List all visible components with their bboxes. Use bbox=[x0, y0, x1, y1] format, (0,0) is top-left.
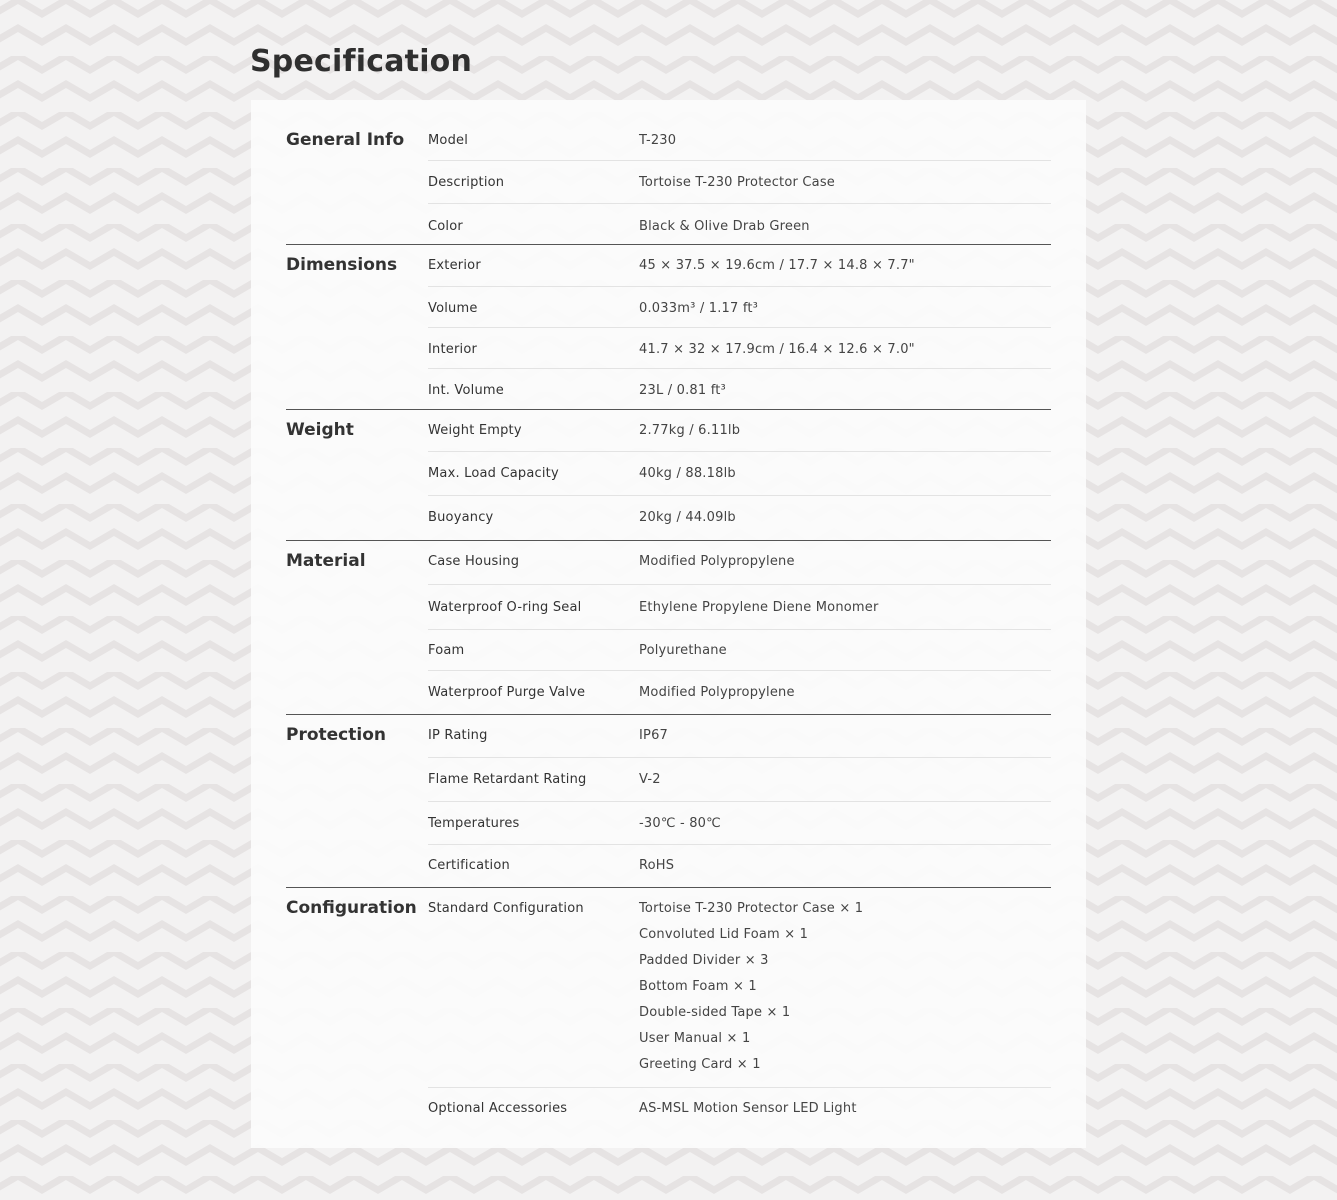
spec-value: AS-MSL Motion Sensor LED Light bbox=[639, 1101, 857, 1116]
spec-row bbox=[428, 204, 1051, 244]
spec-label: Waterproof Purge Valve bbox=[428, 685, 586, 700]
spec-row bbox=[428, 161, 1051, 204]
spec-row bbox=[428, 585, 1051, 630]
spec-label: Max. Load Capacity bbox=[428, 466, 559, 481]
spec-section-material bbox=[286, 541, 1051, 715]
spec-label: Standard Configuration bbox=[428, 901, 584, 916]
spec-label: Interior bbox=[428, 342, 478, 357]
spec-value-line: Greeting Card × 1 bbox=[639, 1057, 761, 1072]
spec-value: Polyurethane bbox=[639, 643, 727, 658]
section-rows bbox=[428, 245, 1051, 409]
spec-label: Color bbox=[428, 219, 463, 234]
spec-row bbox=[428, 328, 1051, 369]
section-title: Weight bbox=[286, 420, 354, 440]
spec-row bbox=[428, 369, 1051, 409]
spec-value-line: Bottom Foam × 1 bbox=[639, 979, 757, 994]
spec-label: Temperatures bbox=[428, 816, 520, 831]
specification-card bbox=[251, 100, 1086, 1148]
section-title: General Info bbox=[286, 130, 405, 150]
spec-section-dimensions bbox=[286, 245, 1051, 410]
spec-label: Int. Volume bbox=[428, 383, 504, 398]
spec-value-line: Double-sided Tape × 1 bbox=[639, 1005, 791, 1020]
spec-value: 40kg / 88.18lb bbox=[639, 466, 736, 481]
spec-value: T-230 bbox=[639, 133, 677, 148]
spec-value bbox=[639, 900, 1051, 1074]
spec-section-protection bbox=[286, 715, 1051, 888]
spec-label: Model bbox=[428, 133, 469, 148]
spec-row bbox=[428, 410, 1051, 452]
section-rows bbox=[428, 410, 1051, 540]
section-rows bbox=[428, 541, 1051, 714]
spec-row bbox=[428, 845, 1051, 887]
spec-row bbox=[428, 630, 1051, 671]
spec-label: Certification bbox=[428, 858, 510, 873]
spec-label: IP Rating bbox=[428, 728, 488, 743]
spec-row bbox=[428, 888, 1051, 1088]
spec-row bbox=[428, 802, 1051, 845]
spec-value: 41.7 × 32 × 17.9cm / 16.4 × 12.6 × 7.0" bbox=[639, 342, 915, 357]
spec-value: 20kg / 44.09lb bbox=[639, 510, 736, 525]
spec-value: Tortoise T-230 Protector Case bbox=[639, 175, 835, 190]
specification-table bbox=[286, 120, 1051, 1130]
spec-section-general-info bbox=[286, 120, 1051, 245]
spec-row bbox=[428, 245, 1051, 287]
spec-section-weight bbox=[286, 410, 1051, 541]
spec-value: IP67 bbox=[639, 728, 669, 743]
spec-value: Modified Polypropylene bbox=[639, 685, 795, 700]
page-title: Specification bbox=[250, 44, 473, 79]
spec-row bbox=[428, 671, 1051, 714]
spec-value: RoHS bbox=[639, 858, 675, 873]
spec-value: V-2 bbox=[639, 772, 661, 787]
section-rows bbox=[428, 715, 1051, 887]
spec-row bbox=[428, 1088, 1051, 1130]
spec-row bbox=[428, 496, 1051, 540]
section-rows bbox=[428, 120, 1051, 244]
spec-label: Flame Retardant Rating bbox=[428, 772, 587, 787]
spec-label: Case Housing bbox=[428, 554, 520, 569]
spec-row bbox=[428, 541, 1051, 585]
spec-label: Foam bbox=[428, 643, 465, 658]
spec-value: 0.033m³ / 1.17 ft³ bbox=[639, 301, 759, 316]
spec-label: Buoyancy bbox=[428, 510, 494, 525]
section-title: Material bbox=[286, 551, 366, 571]
section-title: Dimensions bbox=[286, 255, 398, 275]
spec-value-line: Padded Divider × 3 bbox=[639, 953, 769, 968]
spec-value: -30℃ - 80℃ bbox=[639, 816, 721, 831]
spec-row bbox=[428, 715, 1051, 758]
spec-value: 23L / 0.81 ft³ bbox=[639, 383, 726, 398]
spec-value-line: Tortoise T-230 Protector Case × 1 bbox=[639, 901, 864, 916]
spec-value-line: User Manual × 1 bbox=[639, 1031, 751, 1046]
spec-label: Waterproof O-ring Seal bbox=[428, 600, 582, 615]
spec-label: Exterior bbox=[428, 258, 481, 273]
spec-row bbox=[428, 452, 1051, 496]
section-title: Protection bbox=[286, 725, 386, 745]
spec-value: 2.77kg / 6.11lb bbox=[639, 423, 741, 438]
spec-value: Modified Polypropylene bbox=[639, 554, 795, 569]
section-rows bbox=[428, 888, 1051, 1130]
spec-value-line: Convoluted Lid Foam × 1 bbox=[639, 927, 809, 942]
spec-section-configuration bbox=[286, 888, 1051, 1130]
spec-row bbox=[428, 120, 1051, 161]
spec-label: Description bbox=[428, 175, 505, 190]
spec-label: Optional Accessories bbox=[428, 1101, 568, 1116]
section-title: Configuration bbox=[286, 898, 417, 918]
spec-label: Weight Empty bbox=[428, 423, 522, 438]
spec-label: Volume bbox=[428, 301, 478, 316]
spec-value: 45 × 37.5 × 19.6cm / 17.7 × 14.8 × 7.7" bbox=[639, 258, 915, 273]
spec-value: Black & Olive Drab Green bbox=[639, 219, 810, 234]
spec-value: Ethylene Propylene Diene Monomer bbox=[639, 600, 879, 615]
spec-row bbox=[428, 287, 1051, 328]
spec-row bbox=[428, 758, 1051, 802]
